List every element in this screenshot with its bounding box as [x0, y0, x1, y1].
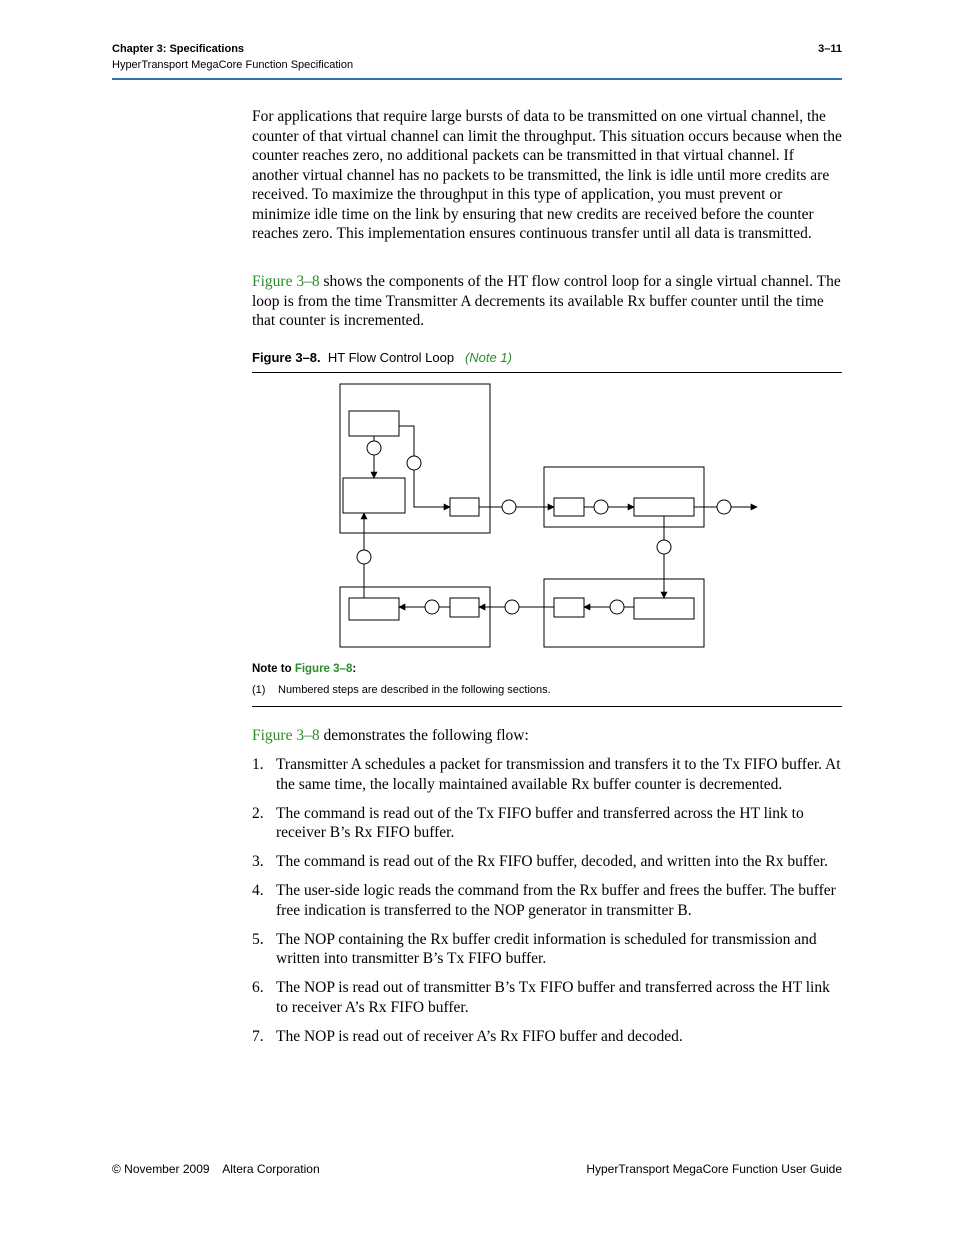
note-figure-link[interactable]: Figure 3–8: [294, 663, 353, 675]
list-item: [252, 881, 842, 920]
tx-b-nop-box: [634, 598, 694, 619]
step-marker-circle: [657, 540, 671, 554]
note-heading: [252, 663, 356, 675]
steps-list-container: [252, 755, 842, 1056]
figure-title: HT Flow Control Loop: [327, 350, 455, 365]
figure-label: Figure 3–8.: [252, 350, 321, 365]
flow-control-diagram: [252, 373, 842, 658]
paragraph-1: [252, 107, 842, 244]
step-number: 6.: [252, 979, 264, 996]
rx-a-decoder-box: [349, 598, 399, 620]
figure-bottom-rule: [252, 706, 842, 707]
step-marker-circle: [594, 500, 608, 514]
note-item-text: Numbered steps are described in the following sections.: [278, 684, 551, 696]
footer-copyright: © November 2009 Altera Corporation: [112, 1162, 320, 1176]
figure-link[interactable]: Figure 3–8: [252, 273, 320, 290]
tx-a-scheduler-box: [349, 411, 399, 436]
list-item: [252, 755, 842, 794]
step-number: 3.: [252, 853, 264, 870]
steps-list: [252, 755, 842, 1046]
figure-note-link[interactable]: (Note 1): [464, 350, 512, 365]
list-item: [252, 804, 842, 843]
header-rule: [112, 78, 842, 80]
step-marker-circle: [610, 600, 624, 614]
rx-a-fifo-box: [450, 598, 479, 617]
footer-guide-title: HyperTransport MegaCore Function User Guide: [586, 1162, 842, 1176]
note-heading-suffix: :: [352, 663, 357, 675]
tx-b-fifo-box: [554, 598, 584, 617]
header-chapter: Chapter 3: Specifications: [112, 43, 245, 55]
paragraph-1-text: For applications that require large bursts of data to be transmitted on one virtual channel, the counter of that virtual channel can limit the throughput. This situation occurs because when the counter reaches zero, no additional packets can be transmitted in that virtual channel. If another virtual channel has no packets to be transmitted, the link is idle until more credits are received. To maximize the throughput in this type of application, you must prevent or minimize idle time on the link by ensuring that new credits are received before the counter reaches zero. This implementation ensures continuous transfer until all data is transmitted.: [252, 108, 842, 242]
note-heading-prefix: Note to: [252, 663, 295, 675]
step-number: 4.: [252, 882, 264, 899]
step-text: The NOP is read out of receiver A’s Rx FIFO buffer and decoded.: [276, 1027, 683, 1045]
step-marker-circle: [502, 500, 516, 514]
step-marker-circle: [505, 600, 519, 614]
step-text: The NOP is read out of transmitter B’s Tx FIFO buffer and transferred across the HT link to receiver A’s Rx FIFO buffer.: [276, 979, 830, 1016]
step-marker-circle: [367, 441, 381, 455]
transmitter-b-box: [544, 579, 704, 647]
step-number: 1.: [252, 756, 264, 773]
figure-link[interactable]: Figure 3–8: [252, 727, 320, 744]
tx-a-fifo-box: [450, 498, 479, 516]
rx-b-buffer-box: [634, 498, 694, 516]
step-text: The NOP containing the Rx buffer credit information is scheduled for transmission and written into transmitter B’s Tx FIFO buffer.: [276, 930, 817, 967]
step-text: Transmitter A schedules a packet for transmission and transfers it to the Tx FIFO buffer. At the same time, the locally maintained available Rx buffer counter is decremented.: [276, 756, 841, 793]
step-text: The command is read out of the Rx FIFO buffer, decoded, and written into the Rx buffer.: [276, 853, 828, 870]
step-marker-circle: [425, 600, 439, 614]
page-number: 3–11: [818, 43, 842, 55]
list-item: [252, 978, 842, 1017]
step-number: 5.: [252, 930, 264, 948]
header-subtitle: HyperTransport MegaCore Function Specification: [112, 59, 354, 71]
step-text: The command is read out of the Tx FIFO buffer and transferred across the HT link to receiver B’s Rx FIFO buffer.: [276, 804, 804, 841]
note-item-number: (1): [252, 684, 266, 696]
tx-a-counter-box: [343, 478, 405, 513]
receiver-b-box: [544, 467, 704, 527]
step-marker-circle: [357, 550, 371, 564]
paragraph-2: [252, 272, 842, 331]
paragraph-3-text: demonstrates the following flow:: [319, 727, 529, 744]
list-item: [252, 852, 842, 872]
step-marker-circle: [717, 500, 731, 514]
step-number: 7.: [252, 1027, 264, 1045]
list-item: [252, 1027, 842, 1047]
rx-b-fifo-box: [554, 498, 584, 516]
figure-caption: [252, 350, 512, 365]
note-item: [252, 684, 551, 696]
step-text: The user-side logic reads the command from the Rx buffer and frees the buffer. The buffer free indication is transferred to the NOP generator in transmitter B.: [276, 882, 836, 919]
paragraph-3: [252, 726, 842, 746]
paragraph-2-text: shows the components of the HT flow control loop for a single virtual channel. The loop is from the time Transmitter A decrements its available Rx buffer counter until the time that counter is incremented.: [252, 273, 841, 329]
step-number: 2.: [252, 804, 264, 822]
list-item: [252, 930, 842, 969]
step-marker-circle: [407, 456, 421, 470]
